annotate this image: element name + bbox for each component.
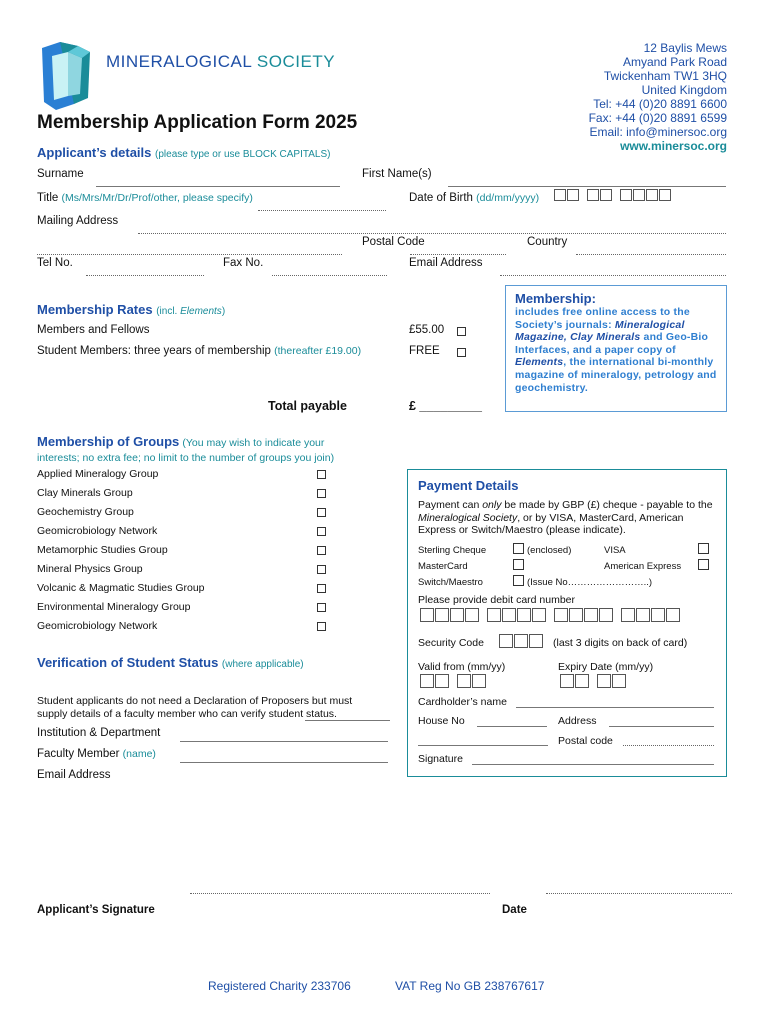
postal-code-label: Postal Code bbox=[362, 236, 425, 248]
amex-checkbox[interactable] bbox=[698, 559, 709, 570]
society-name bbox=[106, 52, 335, 72]
payment-intro: Payment can only be made by GBP (£) cheque - payable to the Mineralogical Society, or by VISA, MasterCard, American Express or Switch/Maestro (please indicate). bbox=[418, 499, 713, 536]
mailing-address-label: Mailing Address bbox=[37, 215, 119, 227]
form-title: Membership Application Form 2025 bbox=[37, 112, 358, 133]
visa-label: VISA bbox=[604, 545, 626, 556]
postal-code-field[interactable] bbox=[410, 254, 506, 255]
verification-email-label: Email Address bbox=[37, 769, 111, 781]
dob-label: Date of Birth (dd/mm/yyyy) bbox=[409, 192, 540, 204]
surname-field[interactable] bbox=[96, 186, 340, 187]
mastercard-label: MasterCard bbox=[418, 561, 468, 572]
group-checkbox[interactable] bbox=[317, 508, 326, 517]
group-item: Applied Mineralogy Group bbox=[37, 468, 159, 480]
group-checkbox[interactable] bbox=[317, 489, 326, 498]
payment-postal-code-label: Postal code bbox=[558, 735, 613, 747]
membership-info-text: includes free online access to the Society’s journals: Mineralogical Magazine, Clay Minerals and Geo-Bio Interfaces, and a paper copy of Elements, the international bi-monthly magazine of mineralogy, petrology and geochemistry. bbox=[515, 306, 717, 394]
faculty-member-field[interactable] bbox=[180, 762, 388, 763]
house-no-field[interactable] bbox=[477, 726, 547, 727]
payment-signature-label: Signature bbox=[418, 753, 463, 765]
sterling-cheque-checkbox[interactable] bbox=[513, 543, 524, 554]
house-no-label: House No bbox=[418, 715, 465, 727]
fax-label: Fax No. bbox=[223, 257, 264, 269]
group-item: Geomicrobiology Network bbox=[37, 525, 158, 537]
website-link[interactable]: www.minersoc.org bbox=[620, 139, 727, 153]
payment-address-field-2[interactable] bbox=[418, 745, 548, 746]
group-item: Geochemistry Group bbox=[37, 506, 134, 518]
group-item: Metamorphic Studies Group bbox=[37, 544, 168, 556]
switch-maestro-checkbox[interactable] bbox=[513, 575, 524, 586]
date-field[interactable] bbox=[546, 893, 732, 894]
dob-boxes[interactable] bbox=[554, 189, 672, 201]
amex-label: American Express bbox=[604, 561, 682, 572]
group-checkbox[interactable] bbox=[317, 603, 326, 612]
address-fax: Fax: +44 (0)20 8891 6599 bbox=[588, 111, 727, 125]
valid-from-label: Valid from (mm/yy) bbox=[418, 661, 506, 673]
applicant-signature-field[interactable] bbox=[190, 893, 490, 894]
card-number-label: Please provide debit card number bbox=[418, 594, 576, 606]
cardholder-label: Cardholder’s name bbox=[418, 696, 507, 708]
applicant-heading: Applicant’s details (please type or use BLOCK CAPITALS) bbox=[37, 145, 331, 160]
verification-text: Student applicants do not need a Declaration of Proposers but must supply details of a faculty member who can verify student status. bbox=[37, 695, 353, 720]
address-tel: Tel: +44 (0)20 8891 6600 bbox=[593, 97, 727, 111]
society-address bbox=[467, 41, 727, 153]
visa-checkbox[interactable] bbox=[698, 543, 709, 554]
mailing-address-field[interactable] bbox=[138, 233, 726, 234]
student-members-price: FREE bbox=[409, 345, 440, 357]
payment-signature-field[interactable] bbox=[472, 764, 714, 765]
cardholder-field[interactable] bbox=[516, 707, 714, 708]
expiry-date-label: Expiry Date (mm/yy) bbox=[558, 661, 654, 673]
card-number-boxes[interactable] bbox=[420, 608, 681, 622]
payment-address-label: Address bbox=[558, 715, 597, 727]
members-fellows-checkbox[interactable] bbox=[457, 327, 466, 336]
valid-from-boxes[interactable] bbox=[420, 674, 487, 688]
society-name-2: SOCIETY bbox=[256, 52, 336, 71]
enclosed-label: (enclosed) bbox=[527, 545, 572, 556]
group-item: Mineral Physics Group bbox=[37, 563, 143, 575]
first-names-field[interactable] bbox=[448, 186, 726, 187]
group-checkbox[interactable] bbox=[317, 622, 326, 631]
security-code-label: Security Code bbox=[418, 637, 484, 649]
members-fellows-label: Members and Fellows bbox=[37, 324, 150, 336]
tel-label: Tel No. bbox=[37, 257, 73, 269]
rates-heading: Membership Rates (incl. Elements) bbox=[37, 302, 226, 317]
total-payable-field[interactable]: £ _________ bbox=[409, 399, 482, 413]
institution-label: Institution & Department bbox=[37, 727, 161, 739]
address-line-3: Twickenham TW1 3HQ bbox=[603, 69, 727, 83]
society-name-1: MINERALOGICAL bbox=[106, 52, 252, 71]
payment-address-field[interactable] bbox=[609, 726, 714, 727]
address-email: Email: info@minersoc.org bbox=[589, 125, 727, 139]
payment-heading: Payment Details bbox=[418, 478, 519, 493]
surname-label: Surname bbox=[37, 168, 84, 180]
address-line-1: 12 Baylis Mews bbox=[643, 41, 727, 55]
title-field[interactable] bbox=[258, 210, 386, 211]
date-label: Date bbox=[502, 904, 527, 916]
total-payable-label: Total payable bbox=[268, 399, 347, 413]
student-members-checkbox[interactable] bbox=[457, 348, 466, 357]
mastercard-checkbox[interactable] bbox=[513, 559, 524, 570]
student-members-label: Student Members: three years of membership (thereafter £19.00) bbox=[37, 345, 362, 357]
group-checkbox[interactable] bbox=[317, 584, 326, 593]
title-label: Title (Ms/Mrs/Mr/Dr/Prof/other, please specify) bbox=[37, 192, 253, 204]
address-line-4: United Kingdom bbox=[641, 83, 727, 97]
members-fellows-price: £55.00 bbox=[409, 324, 445, 336]
group-item: Clay Minerals Group bbox=[37, 487, 133, 499]
email-field[interactable] bbox=[500, 275, 726, 276]
vat-number: VAT Reg No GB 238767617 bbox=[395, 979, 545, 993]
email-label: Email Address bbox=[409, 257, 483, 269]
first-names-label: First Name(s) bbox=[362, 168, 432, 180]
institution-field[interactable] bbox=[180, 741, 388, 742]
address-line-2: Amyand Park Road bbox=[622, 55, 727, 69]
group-checkbox[interactable] bbox=[317, 470, 326, 479]
group-checkbox[interactable] bbox=[317, 527, 326, 536]
group-checkbox[interactable] bbox=[317, 546, 326, 555]
registered-charity: Registered Charity 233706 bbox=[208, 979, 351, 993]
verification-heading: Verification of Student Status (where applicable) bbox=[37, 655, 304, 670]
groups-heading: Membership of Groups (You may wish to indicate your interests; no extra fee; no limit to the number of groups you join) bbox=[37, 434, 335, 464]
group-item: Volcanic & Magmatic Studies Group bbox=[37, 582, 205, 594]
issue-number-field[interactable]: (Issue No……………………..) bbox=[527, 577, 653, 588]
applicant-signature-label: Applicant’s Signature bbox=[37, 904, 155, 916]
fax-field[interactable] bbox=[272, 275, 387, 276]
sterling-cheque-label: Sterling Cheque bbox=[418, 545, 487, 556]
group-checkbox[interactable] bbox=[317, 565, 326, 574]
verification-text-underline bbox=[305, 720, 390, 721]
country-label: Country bbox=[527, 236, 568, 248]
security-code-boxes[interactable] bbox=[499, 634, 544, 648]
membership-info-heading: Membership: bbox=[515, 291, 596, 306]
security-code-note: (last 3 digits on back of card) bbox=[553, 637, 688, 649]
group-item: Geomicrobiology Network bbox=[37, 620, 158, 632]
faculty-member-label: Faculty Member (name) bbox=[37, 748, 156, 760]
payment-postal-code-field[interactable] bbox=[623, 745, 714, 746]
group-item: Environmental Mineralogy Group bbox=[37, 601, 191, 613]
society-logo-icon bbox=[38, 40, 96, 112]
country-field[interactable] bbox=[576, 254, 726, 255]
tel-field[interactable] bbox=[86, 275, 204, 276]
switch-maestro-label: Switch/Maestro bbox=[418, 577, 483, 588]
mailing-address-field-2[interactable] bbox=[37, 254, 342, 255]
expiry-date-boxes[interactable] bbox=[560, 674, 627, 688]
